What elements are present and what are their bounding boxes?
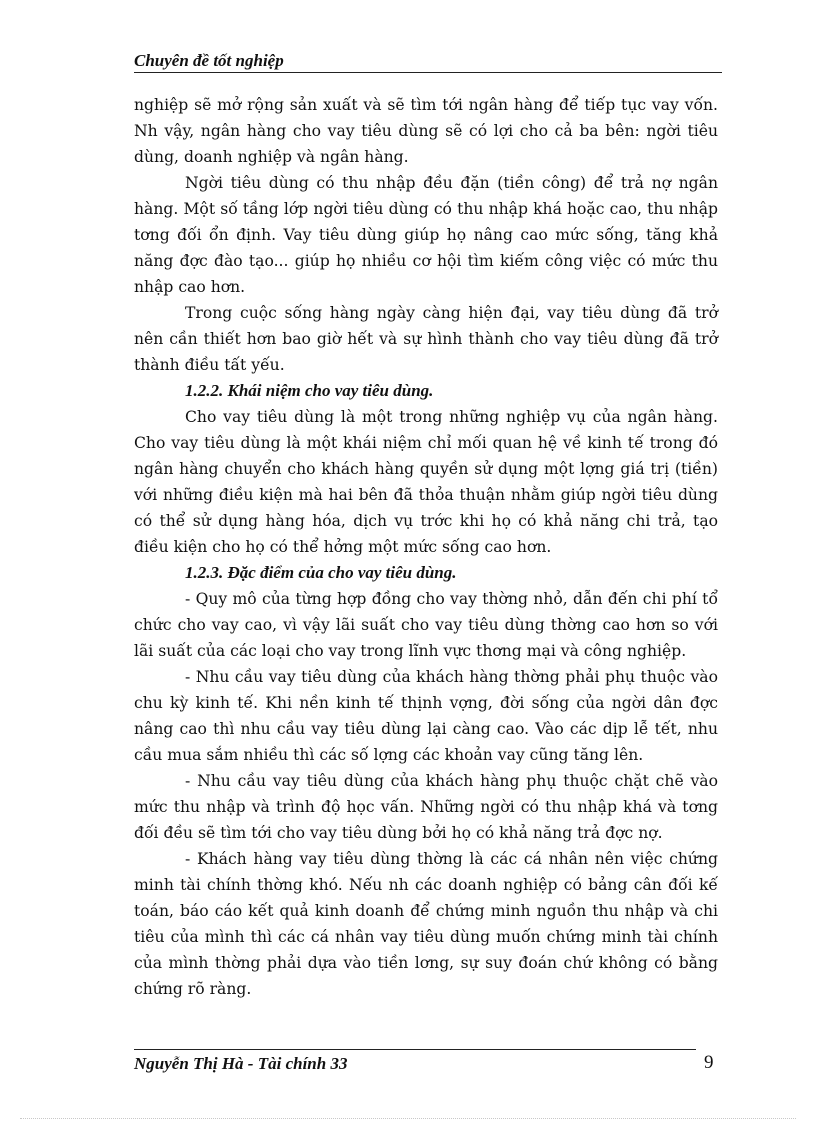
body-paragraph: - Nhu cầu vay tiêu dùng của khách hàng phụ thuộc chặt chẽ vào mức thu nhập và trình độ học vấn. Những ngời có thu nhập khá và tơng đối đều sẽ tìm tới cho vay tiêu dùng bởi họ có khả năng trả đợc nợ. — [134, 772, 718, 842]
page-number: 9 — [704, 1052, 714, 1073]
section-heading: 1.2.2. Khái niệm cho vay tiêu dùng. — [185, 381, 434, 400]
footer-author: Nguyễn Thị Hà - Tài chính 33 — [134, 1054, 348, 1073]
body-paragraph: - Khách hàng vay tiêu dùng thờng là các cá nhân nên việc chứng minh tài chính thờng khó. Nếu nh các doanh nghiệp có bảng cân đối kế toán, báo cáo kết quả kinh doanh để chứng minh nguồn thu nhập và chi tiêu của mình thì các cá nhân vay tiêu dùng muốn chứng minh tài chính của mình thờng phải dựa vào tiền lơng, sự suy đoán chứ không có bằng chứng rõ ràng. — [134, 850, 718, 998]
body-paragraph: - Quy mô của từng hợp đồng cho vay thờng nhỏ, dẫn đến chi phí tổ chức cho vay cao, vì vậy lãi suất cho vay tiêu dùng thờng cao hơn so với lãi suất của các loại cho vay trong lĩnh vực thơng mại và công nghiệp. — [134, 590, 718, 660]
page-bottom-dotted-edge — [20, 1118, 796, 1119]
document-body — [134, 92, 718, 1002]
page-header-title: Chuyên đề tốt nghiệp — [134, 51, 722, 73]
body-paragraph: - Nhu cầu vay tiêu dùng của khách hàng thờng phải phụ thuộc vào chu kỳ kinh tế. Khi nền kinh tế thịnh vợng, đời sống của ngời dân đợc nâng cao thì nhu cầu vay tiêu dùng lại càng cao. Vào các dịp lễ tết, nhu cầu mua sắm nhiều thì các số lợng các khoản vay cũng tăng lên. — [134, 668, 718, 764]
body-paragraph: Trong cuộc sống hàng ngày càng hiện đại, vay tiêu dùng đã trở nên cần thiết hơn bao giờ hết và sự hình thành cho vay tiêu dùng đã trở thành điều tất yếu. — [134, 304, 718, 374]
body-paragraph: Cho vay tiêu dùng là một trong những nghiệp vụ của ngân hàng. Cho vay tiêu dùng là một khái niệm chỉ mối quan hệ về kinh tế trong đó ngân hàng chuyển cho khách hàng quyền sử dụng một lợng giá trị (tiền) với những điều kiện mà hai bên đã thỏa thuận nhằm giúp ngời tiêu dùng có thể sử dụng hàng hóa, dịch vụ trớc khi họ có khả năng chi trả, tạo điều kiện cho họ có thể hởng một mức sống cao hơn. — [134, 408, 718, 556]
body-paragraph: nghiệp sẽ mở rộng sản xuất và sẽ tìm tới ngân hàng để tiếp tục vay vốn. Nh vậy, ngân hàng cho vay tiêu dùng sẽ có lợi cho cả ba bên: ngời tiêu dùng, doanh nghiệp và ngân hàng. — [134, 96, 718, 166]
body-paragraph: Ngời tiêu dùng có thu nhập đều đặn (tiền công) để trả nợ ngân hàng. Một số tầng lớp ngời tiêu dùng có thu nhập khá hoặc cao, thu nhập tơng đối ổn định. Vay tiêu dùng giúp họ nâng cao mức sống, tăng khả năng đợc đào tạo... giúp họ nhiều cơ hội tìm kiếm công việc có mức thu nhập cao hơn. — [134, 174, 718, 296]
footer-divider — [134, 1049, 696, 1050]
section-heading: 1.2.3. Đặc điểm của cho vay tiêu dùng. — [185, 563, 457, 582]
